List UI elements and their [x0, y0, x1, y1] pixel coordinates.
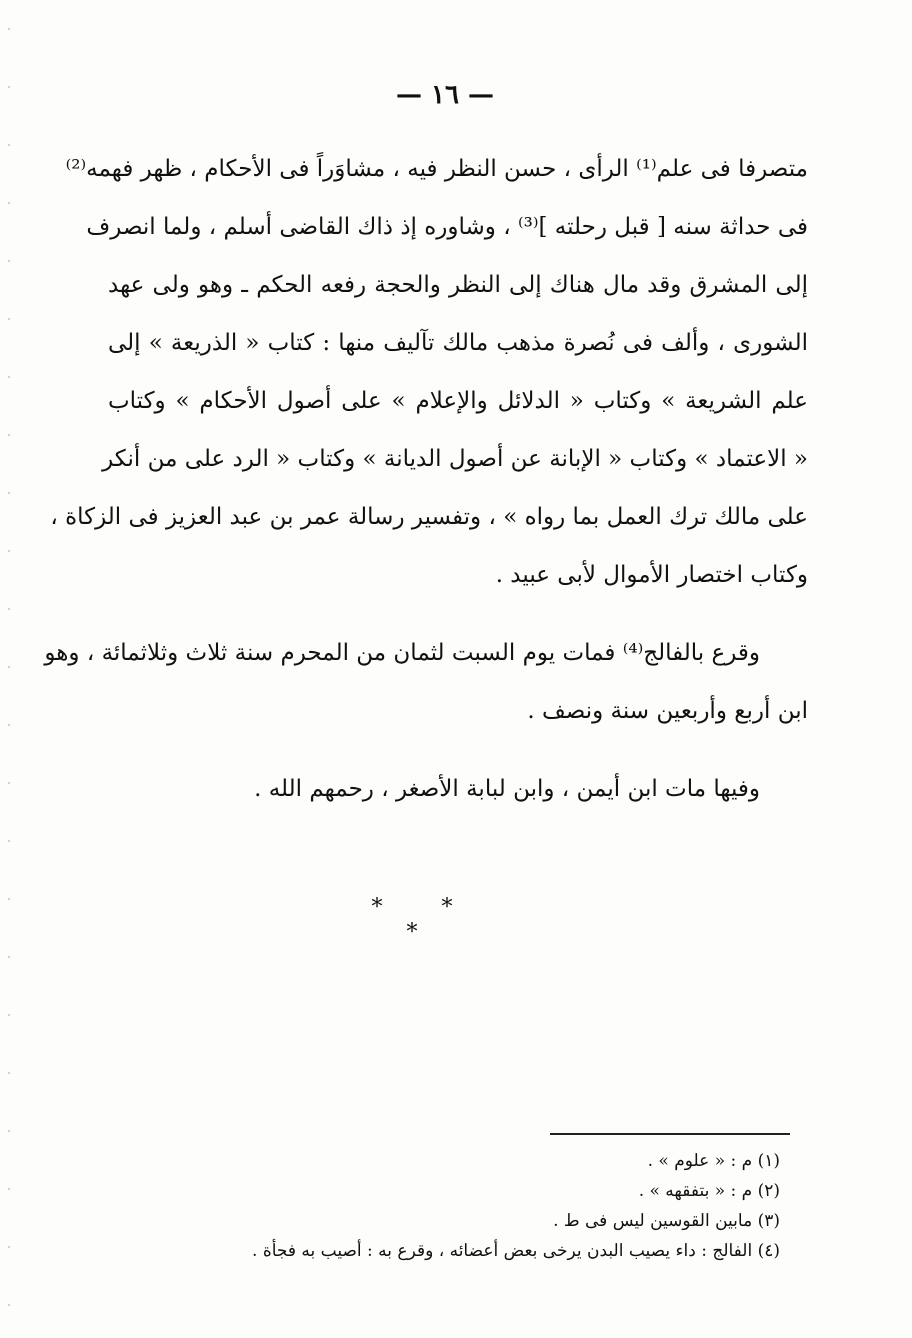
text-line: متصرفا فى علم⁽¹⁾ الرأى ، حسن النظر فيه ، مشاوَراً فى الأحكام ، ظهر فهمه⁽²⁾ — [65, 156, 808, 182]
footnote-divider — [550, 1133, 790, 1135]
text-line: ابن أربع وأربعين سنة ونصف . — [527, 698, 808, 724]
text-line: وكتاب اختصار الأموال لأبى عبيد . — [495, 562, 808, 588]
text-line: « الاعتماد » وكتاب « الإبانة عن أصول الديانة » وكتاب « الرد على من أنكر — [102, 446, 808, 472]
paragraph-2 — [44, 624, 808, 740]
footnote: (٣) مابين القوسين ليس فى ط . — [553, 1211, 780, 1231]
page-number: — ١٦ — — [395, 80, 495, 110]
body-text — [44, 140, 809, 818]
text-line: الشورى ، وألف فى نُصرة مذهب مالك تآليف منها : كتاب « الذريعة » إلى — [108, 330, 808, 356]
paragraph-1 — [50, 140, 809, 604]
binding-edge — [6, 0, 12, 1338]
text-line: وفيها مات ابن أيمن ، وابن لبابة الأصغر ، رحمهم الله . — [254, 776, 760, 802]
text-line: وقرع بالفالج⁽⁴⁾ فمات يوم السبت لثمان من المحرم سنة ثلاث وثلاثمائة ، وهو — [44, 640, 760, 666]
section-separator: * * * — [371, 895, 479, 945]
footnote: (٢) م : « بتفقهه » . — [638, 1181, 780, 1201]
paragraph-3 — [108, 760, 808, 818]
footnote: (٤) الفالج : داء يصيب البدن يرخى بعض أعضائه ، وقرع به : أصيب به فجأة . — [252, 1241, 780, 1261]
text-line: فى حداثة سنه [ قبل رحلته ]⁽³⁾ ، وشاوره إذ ذاك القاضى أسلم ، ولما انصرف — [86, 214, 808, 240]
text-line: علم الشريعة » وكتاب « الدلائل والإعلام » على أصول الأحكام » وكتاب — [108, 388, 808, 414]
text-line: على مالك ترك العمل بما رواه » ، وتفسير رسالة عمر بن عبد العزيز فى الزكاة ، — [50, 504, 808, 530]
footnote: (١) م : « علوم » . — [647, 1151, 780, 1171]
footnotes — [160, 1146, 780, 1266]
text-line: إلى المشرق وقد مال هناك إلى النظر والحجة رفعه الحكم ـ وهو ولى عهد — [108, 272, 809, 298]
